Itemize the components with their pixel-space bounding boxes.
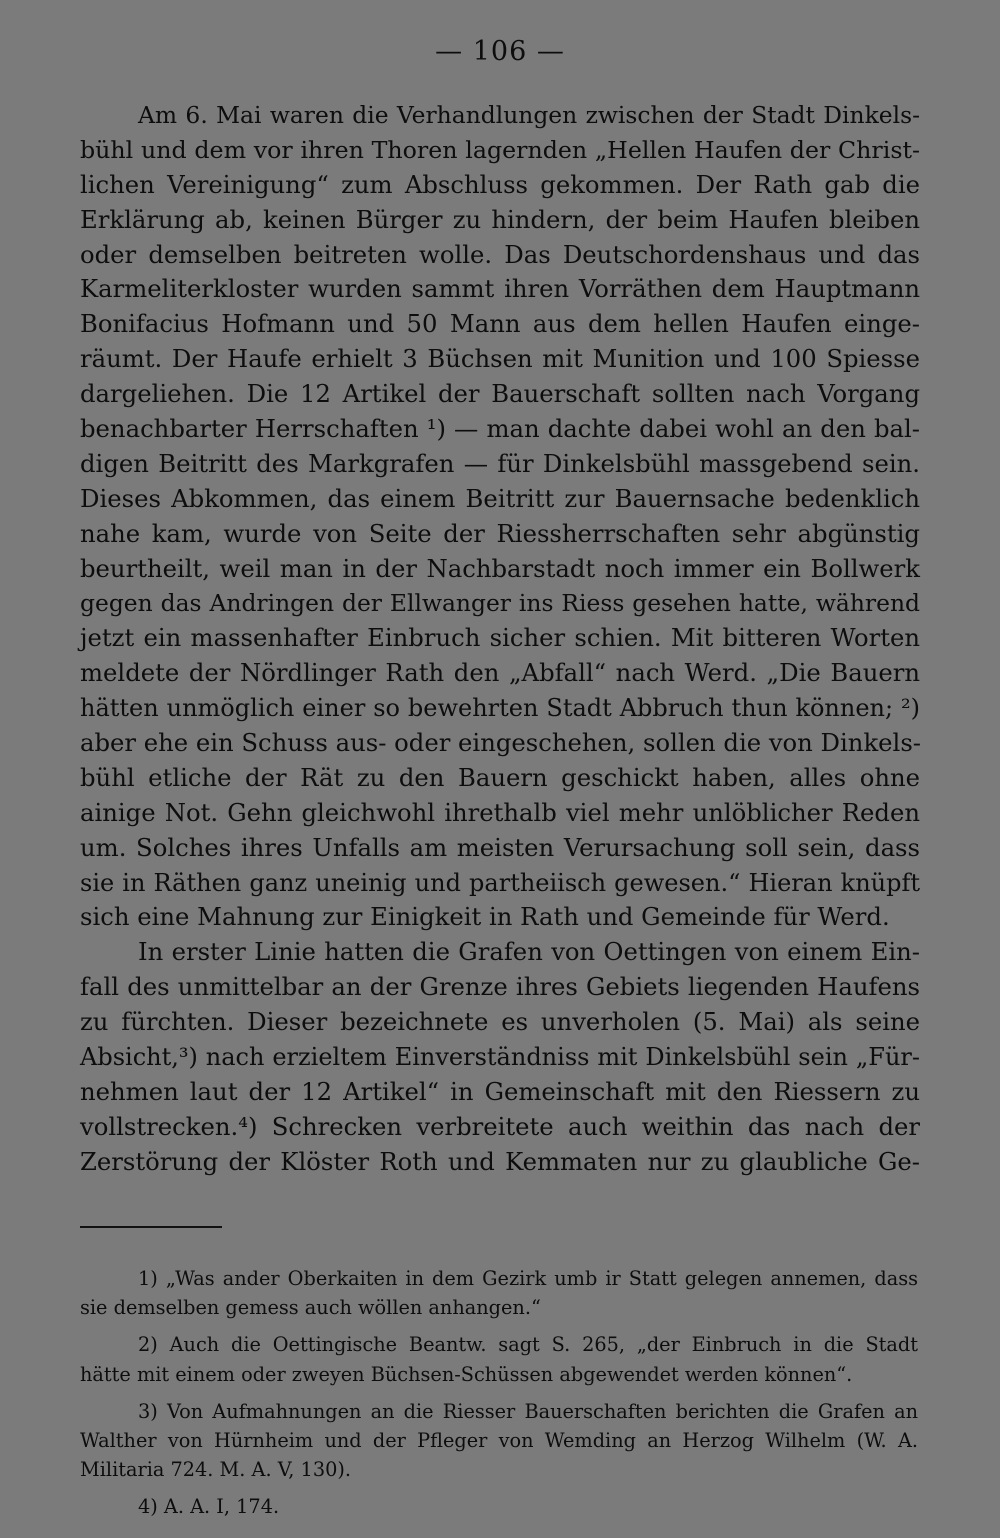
text-line: oder demselben beitreten wolle. Das Deutschordenshaus und das — [80, 239, 920, 269]
footnote-1 — [80, 1264, 918, 1322]
text-line: räumt. Der Haufe erhielt 3 Büchsen mit Munition und 100 Spiesse — [80, 344, 920, 374]
text-line: meldete der Nördlinger Rath den „Abfall“ nach Werd. „Die Bauern — [80, 658, 920, 688]
text-line: Dieses Abkommen, das einem Beitritt zur Bauernsache bedenklich — [80, 483, 920, 513]
text-line: um. Solches ihres Unfalls am meisten Verursachung soll sein, dass — [80, 832, 920, 862]
footnote-line: 2) Auch die Oettingische Beantw. sagt S. 265, „der Einbruch in die Stadt — [138, 1333, 918, 1357]
text-line: sich eine Mahnung zur Einigkeit in Rath und Gemeinde für Werd. — [80, 902, 890, 932]
text-line: gegen das Andringen der Ellwanger ins Riess gesehen hatte, während — [80, 589, 920, 618]
footnote-4 — [80, 1492, 918, 1521]
text-line: Absicht,³) nach erzieltem Einverständniss mit Dinkelsbühl sein „Für- — [80, 1043, 920, 1072]
text-line: Erklärung ab, keinen Bürger zu hindern, der beim Haufen bleiben — [80, 204, 920, 234]
text-line: beurtheilt, weil man in der Nachbarstadt noch immer ein Bollwerk — [80, 553, 920, 583]
text-line: Zerstörung der Klöster Roth und Kemmaten nur zu glaubliche Ge- — [80, 1146, 920, 1176]
footnote-line: Walther von Hürnheim und der Pfleger von Wemding an Herzog Wilhelm (W. A. — [80, 1428, 918, 1452]
text-line: nahe kam, wurde von Seite der Riessherrschaften sehr abgünstig — [80, 518, 920, 548]
text-line: lichen Vereinigung“ zum Abschluss gekommen. Der Rath gab die — [80, 169, 920, 199]
text-line: fall des unmittelbar an der Grenze ihres Gebiets liegenden Haufens — [80, 972, 920, 1002]
footnote-line: 1) „Was ander Oberkaiten in dem Gezirk umb ir Statt gelegen annemen, dass — [138, 1267, 918, 1290]
footnote-separator — [80, 1226, 222, 1228]
text-line: Bonifacius Hofmann und 50 Mann aus dem hellen Haufen einge- — [80, 309, 920, 339]
text-line: digen Beitritt des Markgrafen — für Dinkelsbühl massgebend sein. — [80, 448, 920, 478]
text-line: ainige Not. Gehn gleichwohl ihrethalb viel mehr unlöblicher Reden — [80, 797, 920, 827]
text-line: jetzt ein massenhafter Einbruch sicher schien. Mit bitteren Worten — [80, 623, 920, 653]
footnotes — [80, 1264, 918, 1522]
text-line: dargeliehen. Die 12 Artikel der Bauerschaft sollten nach Vorgang — [80, 379, 920, 409]
text-line: aber ehe ein Schuss aus- oder eingeschehen, sollen die von Dinkels- — [80, 728, 921, 758]
footnote-line: 3) Von Aufmahnungen an die Riesser Bauerschaften berichten die Grafen an — [138, 1399, 918, 1423]
text-line: sie in Räthen ganz uneinig und partheiisch gewesen.“ Hieran knüpft — [80, 868, 920, 897]
text-line: In erster Linie hatten die Grafen von Oettingen von einem Ein- — [138, 937, 920, 967]
text-line: bühl und dem vor ihren Thoren lagernden „Hellen Haufen der Christ- — [80, 135, 920, 164]
text-line: zu fürchten. Dieser bezeichnete es unverholen (5. Mai) als seine — [80, 1007, 920, 1037]
text-line: benachbarter Herrschaften ¹) — man dachte dabei wohl an den bal- — [80, 414, 920, 444]
text-line: nehmen laut der 12 Artikel“ in Gemeinschaft mit den Riessern zu — [80, 1076, 920, 1106]
text-line: bühl etliche der Rät zu den Bauern geschickt haben, alles ohne — [80, 762, 920, 792]
footnote-2 — [80, 1330, 918, 1388]
footnote-3 — [80, 1397, 918, 1485]
page-number: — 106 — — [435, 36, 565, 67]
text-line: hätten unmöglich einer so bewehrten Stadt Abbruch thun können; ²) — [80, 694, 920, 723]
footnote-line: 4) A. A. I, 174. — [138, 1495, 280, 1519]
text-line: Am 6. Mai waren die Verhandlungen zwischen der Stadt Dinkels- — [138, 101, 920, 129]
footnote-line: sie demselben gemess auch wöllen anhangen.“ — [80, 1296, 541, 1320]
footnote-line: hätte mit einem oder zweyen Büchsen-Schüssen abgewendet werden können“. — [80, 1362, 853, 1386]
text-line: Karmeliterkloster wurden sammt ihren Vorräthen dem Hauptmann — [80, 274, 920, 304]
footnote-line: Militaria 724. M. A. V, 130). — [80, 1458, 351, 1482]
text-line: vollstrecken.⁴) Schrecken verbreitete auch weithin das nach der — [80, 1111, 920, 1141]
body-text — [80, 98, 920, 1180]
